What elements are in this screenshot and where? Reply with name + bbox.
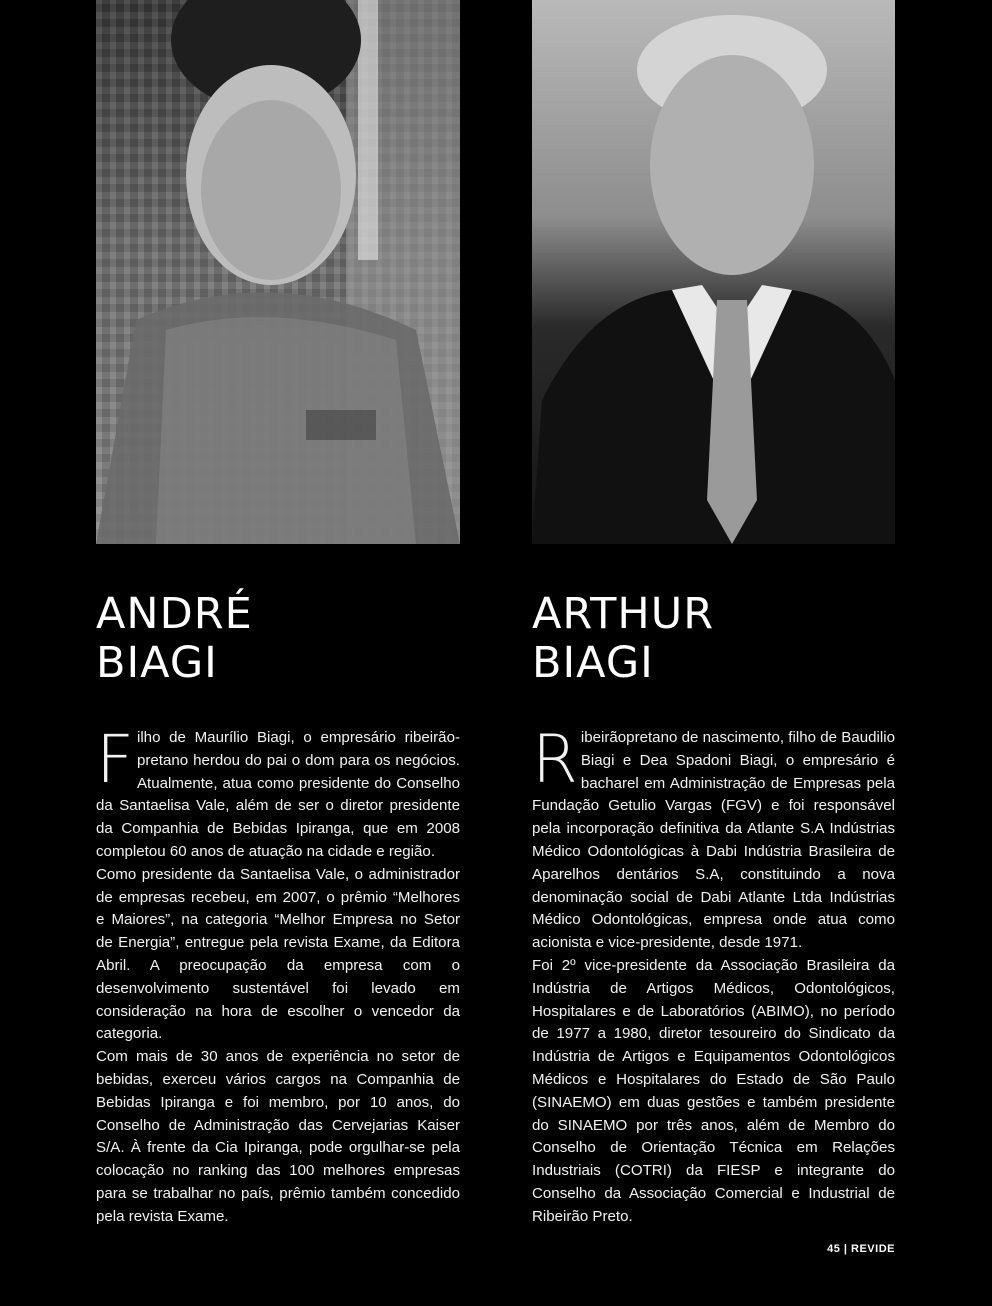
portrait-andre-biagi [96, 0, 460, 544]
bio-arthur [532, 721, 895, 1229]
page-number: 45 [827, 1243, 841, 1255]
name-heading-andre [96, 590, 253, 688]
dropcap: F [96, 721, 134, 798]
portrait-arthur-biagi [532, 0, 895, 544]
bio-paragraph [532, 721, 895, 955]
bio-paragraph: Foi 2º vice-presidente da Associação Brasileira da Indústria de Artigos Médicos, Odontológicos, Hospitalares e de Laboratórios (ABIMO), no período de 1977 a 1980, diretor tesoureiro do Sindicato da Indústria de Artigos e Equipamentos Odontológicos Médicos e Hospitalares do Estado de São Paulo (SINAEMO) em duas gestões e também presidente do SINAEMO por três anos, além de Membro do Conselho de Orientação Técnica em Relações Industriais (COTRI) da FIESP e integrante do Conselho da Associação Comercial e Industrial de Ribeirão Preto. [532, 956, 895, 1225]
magazine-name: REVIDE [851, 1243, 895, 1255]
name-last-andre: BIAGI [96, 638, 218, 688]
bio-paragraph: Com mais de 30 anos de experiência no setor de bebidas, exerceu vários cargos na Companhia de Bebidas Ipiranga e foi membro, por 10 anos, do Conselho de Administração das Cervejarias Kaiser S/A. À frente da Cia Ipiranga, pode orgulhar-se pela colocação no ranking das 100 melhores empresas para se trabalhar no país, prêmio também concedido pela revista Exame. [96, 1048, 460, 1225]
name-first-andre: ANDRÉ [96, 589, 253, 639]
name-first-arthur: ARTHUR [532, 589, 715, 639]
dropcap: R [532, 721, 578, 798]
bio-paragraph: Como presidente da Santaelisa Vale, o administrador de empresas recebeu, em 2007, o prêmio “Melhores e Maiores”, na categoria “Melhor Empresa no Setor de Energia”, entregue pela revista Exame, da Editora Abril. A preocupação da empresa com o desenvolvimento sustentável foi levado em consideração na hora de escolher o vencedor da categoria. [96, 865, 460, 1043]
bio-andre [96, 721, 460, 1229]
bio-text: ilho de Maurílio Biagi, o empresário ribeirão-pretano herdou do pai o dom para os negócios. Atualmente, atua como presidente do Conselho da Santaelisa Vale, além de ser o diretor presidente da Companhia de Bebidas Ipiranga, que em 2008 completou 60 anos de atuação na cidade e região. [96, 729, 460, 860]
bio-text: ibeirãopretano de nascimento, filho de Baudilio Biagi e Dea Spadoni Biagi, o empresário é bacharel em Administração de Empresas pela Fundação Getulio Vargas (FGV) e foi responsável pela incorporação definitiva da Atlante S.A Indústrias Médico Odontológicas à Dabi Indústria Brasileira de Aparelhos dentários S.A, constituindo a nova denominação social de Dabi Atlante Ltda Indústrias Médico Odontológicas, empresa onde atua como acionista e vice-presidente, desde 1971. [532, 729, 895, 952]
bio-paragraph [96, 721, 460, 864]
name-heading-arthur [532, 590, 714, 688]
portrait-andre-illustration [96, 0, 460, 544]
name-last-arthur: BIAGI [532, 638, 654, 688]
footer-separator: | [843, 1243, 848, 1255]
portrait-arthur-illustration [532, 0, 895, 544]
page-footer [827, 1243, 895, 1255]
